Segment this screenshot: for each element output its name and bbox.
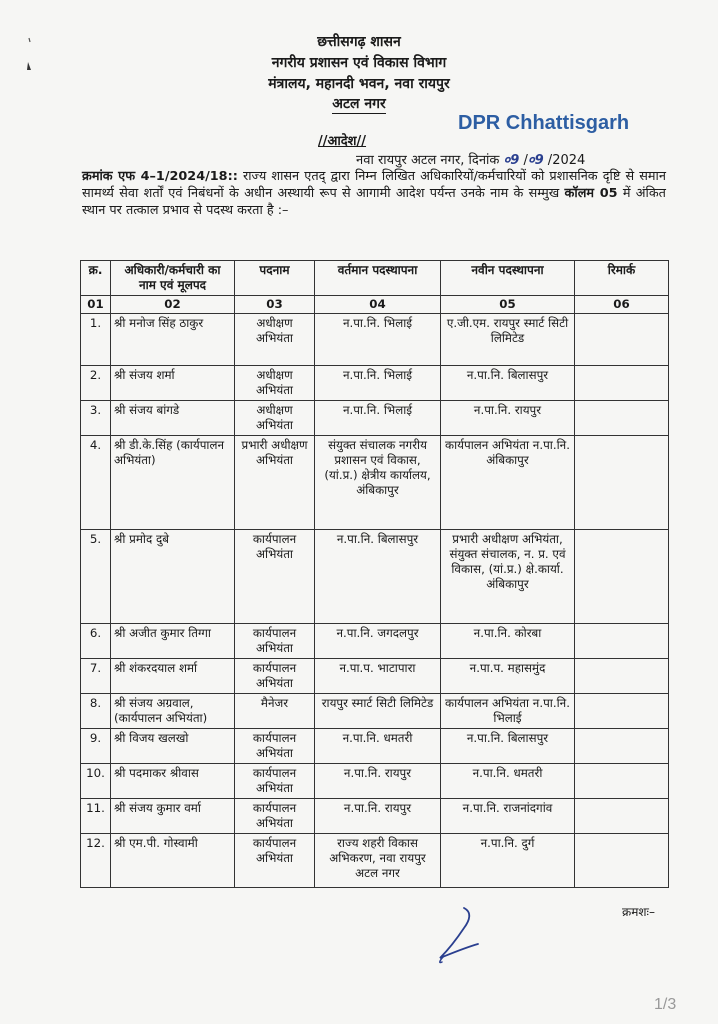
table-row [81, 436, 669, 530]
date-month: ०9 [527, 153, 544, 168]
row-current-posting: न.पा.नि. रायपुर [315, 799, 441, 834]
table-row [81, 530, 669, 624]
col-number: 02 [111, 296, 235, 314]
header-government: छत्तीसगढ़ शासन [317, 34, 401, 50]
row-designation: कार्यपालन अभियंता [235, 764, 315, 799]
row-current-posting: न.पा.नि. रायपुर [315, 764, 441, 799]
table-body [81, 314, 669, 888]
row-serial: 11. [81, 799, 111, 834]
row-designation: कार्यपालन अभियंता [235, 729, 315, 764]
row-designation: कार्यपालन अभियंता [235, 530, 315, 624]
col-number: 05 [441, 296, 575, 314]
row-remark [575, 694, 669, 729]
date-year: 2024 [552, 153, 586, 168]
col-number: 03 [235, 296, 315, 314]
row-serial: 3. [81, 401, 111, 436]
row-new-posting: कार्यपालन अभियंता न.पा.नि. भिलाई [441, 694, 575, 729]
table-row [81, 401, 669, 436]
row-current-posting: न.पा.नि. भिलाई [315, 366, 441, 401]
row-remark [575, 530, 669, 624]
row-name: श्री अजीत कुमार तिग्गा [111, 624, 235, 659]
table-row [81, 764, 669, 799]
row-new-posting: ए.जी.एम. रायपुर स्मार्ट सिटी लिमिटेड [441, 314, 575, 366]
table-row [81, 729, 669, 764]
row-name: श्री प्रमोद दुबे [111, 530, 235, 624]
row-name: श्री संजय अग्रवाल, (कार्यपालन अभियंता) [111, 694, 235, 729]
row-designation: प्रभारी अधीक्षण अभियंता [235, 436, 315, 530]
row-name: श्री शंकरदयाल शर्मा [111, 659, 235, 694]
row-current-posting: न.पा.प. भाटापारा [315, 659, 441, 694]
row-serial: 7. [81, 659, 111, 694]
row-name: श्री डी.के.सिंह (कार्यपालन अभियंता) [111, 436, 235, 530]
row-serial: 10. [81, 764, 111, 799]
order-column-ref: कॉलम 05 [564, 186, 618, 201]
row-name: श्री संजय बांगडे [111, 401, 235, 436]
continued-label: क्रमशः– [622, 905, 655, 919]
row-current-posting: संयुक्त संचालक नगरीय प्रशासन एवं विकास, (यां.प्र.) क्षेत्रीय कार्यालय, अंबिकापुर [315, 436, 441, 530]
row-serial: 9. [81, 729, 111, 764]
row-name: श्री विजय खलखो [111, 729, 235, 764]
table-row [81, 799, 669, 834]
row-designation: अधीक्षण अभियंता [235, 314, 315, 366]
row-serial: 2. [81, 366, 111, 401]
row-new-posting: न.पा.प. महासमुंद [441, 659, 575, 694]
row-serial: 8. [81, 694, 111, 729]
row-new-posting: न.पा.नि. बिलासपुर [441, 729, 575, 764]
row-serial: 4. [81, 436, 111, 530]
col-number: 01 [81, 296, 111, 314]
order-text-2: में अंकित स्थान पर तत्काल प्रभाव से पदस्थ करता है :– [82, 186, 666, 218]
date-day: ०9 [503, 153, 520, 168]
row-serial: 1. [81, 314, 111, 366]
table-row [81, 366, 669, 401]
row-new-posting: कार्यपालन अभियंता न.पा.नि. अंबिकापुर [441, 436, 575, 530]
row-current-posting: रायपुर स्मार्ट सिटी लिमिटेड [315, 694, 441, 729]
row-serial: 6. [81, 624, 111, 659]
col-number: 06 [575, 296, 669, 314]
col-header-designation: पदनाम [235, 261, 315, 296]
col-header-name: अधिकारी/कर्मचारी का नाम एवं मूलपद [111, 261, 235, 296]
row-remark [575, 729, 669, 764]
row-designation: कार्यपालन अभियंता [235, 659, 315, 694]
header-city: अटल नगर [332, 96, 386, 112]
row-designation: अधीक्षण अभियंता [235, 366, 315, 401]
row-designation: मैनेजर [235, 694, 315, 729]
row-new-posting: न.पा.नि. बिलासपुर [441, 366, 575, 401]
signature-icon [420, 900, 500, 970]
header-department: नगरीय प्रशासन एवं विकास विभाग [271, 55, 447, 71]
page-indicator: 1/3 [654, 996, 677, 1013]
row-remark [575, 436, 669, 530]
table-row [81, 659, 669, 694]
row-remark [575, 314, 669, 366]
column-number-row [81, 296, 669, 314]
row-name: श्री एम.पी. गोस्वामी [111, 834, 235, 888]
table-row [81, 624, 669, 659]
col-number: 04 [315, 296, 441, 314]
col-header-remark: रिमार्क [575, 261, 669, 296]
row-new-posting: प्रभारी अधीक्षण अभियंता, संयुक्त संचालक, न. प्र. एवं विकास, (यां.प्र.) क्षे.कार्या. अंबिकापुर [441, 530, 575, 624]
row-current-posting: न.पा.नि. भिलाई [315, 314, 441, 366]
row-current-posting: न.पा.नि. धमतरी [315, 729, 441, 764]
row-remark [575, 366, 669, 401]
row-name: श्री मनोज सिंह ठाकुर [111, 314, 235, 366]
postings-table [80, 260, 669, 888]
order-body [82, 168, 666, 219]
header-address: मंत्रालय, महानदी भवन, नवा रायपुर [268, 76, 450, 92]
row-serial: 12. [81, 834, 111, 888]
row-designation: कार्यपालन अभियंता [235, 799, 315, 834]
row-current-posting: राज्य शहरी विकास अभिकरण, नवा रायपुर अटल नगर [315, 834, 441, 888]
col-header-new: नवीन पदस्थापना [441, 261, 575, 296]
col-header-sn: क्र. [81, 261, 111, 296]
order-title: //आदेश// [318, 134, 367, 149]
row-remark [575, 834, 669, 888]
row-remark [575, 659, 669, 694]
row-remark [575, 764, 669, 799]
table-row [81, 834, 669, 888]
row-remark [575, 799, 669, 834]
row-new-posting: न.पा.नि. दुर्ग [441, 834, 575, 888]
row-new-posting: न.पा.नि. रायपुर [441, 401, 575, 436]
order-place-date: नवा रायपुर अटल नगर, दिनांक ०9 /०9 /2024 [356, 153, 586, 168]
row-remark [575, 624, 669, 659]
table-header-row [81, 261, 669, 296]
row-name: श्री संजय कुमार वर्मा [111, 799, 235, 834]
row-new-posting: न.पा.नि. राजनांदगांव [441, 799, 575, 834]
row-designation: अधीक्षण अभियंता [235, 401, 315, 436]
watermark-label: DPR Chhattisgarh [458, 112, 630, 134]
row-designation: कार्यपालन अभियंता [235, 834, 315, 888]
row-serial: 5. [81, 530, 111, 624]
row-designation: कार्यपालन अभियंता [235, 624, 315, 659]
row-current-posting: न.पा.नि. जगदलपुर [315, 624, 441, 659]
row-new-posting: न.पा.नि. धमतरी [441, 764, 575, 799]
row-remark [575, 401, 669, 436]
reference-number: क्रमांक एफ 4–1/2024/18:: [82, 169, 238, 184]
order-text-1: राज्य शासन एतद् द्वारा निम्न लिखित अधिकारियों/कर्मचारियों को प्रशासनिक दृष्टि से समान सामर्थ्य सेवा शर्तों एवं निबंधनों के अधीन अस्थायी रूप से आगामी आदेश पर्यन्त उनके नाम के सम्मुख [82, 169, 666, 201]
row-current-posting: न.पा.नि. बिलासपुर [315, 530, 441, 624]
table-row [81, 694, 669, 729]
place-prefix: नवा रायपुर अटल नगर, दिनांक [356, 153, 500, 168]
table-row [81, 314, 669, 366]
row-name: श्री पदमाकर श्रीवास [111, 764, 235, 799]
row-new-posting: न.पा.नि. कोरबा [441, 624, 575, 659]
row-current-posting: न.पा.नि. भिलाई [315, 401, 441, 436]
col-header-current: वर्तमान पदस्थापना [315, 261, 441, 296]
row-name: श्री संजय शर्मा [111, 366, 235, 401]
